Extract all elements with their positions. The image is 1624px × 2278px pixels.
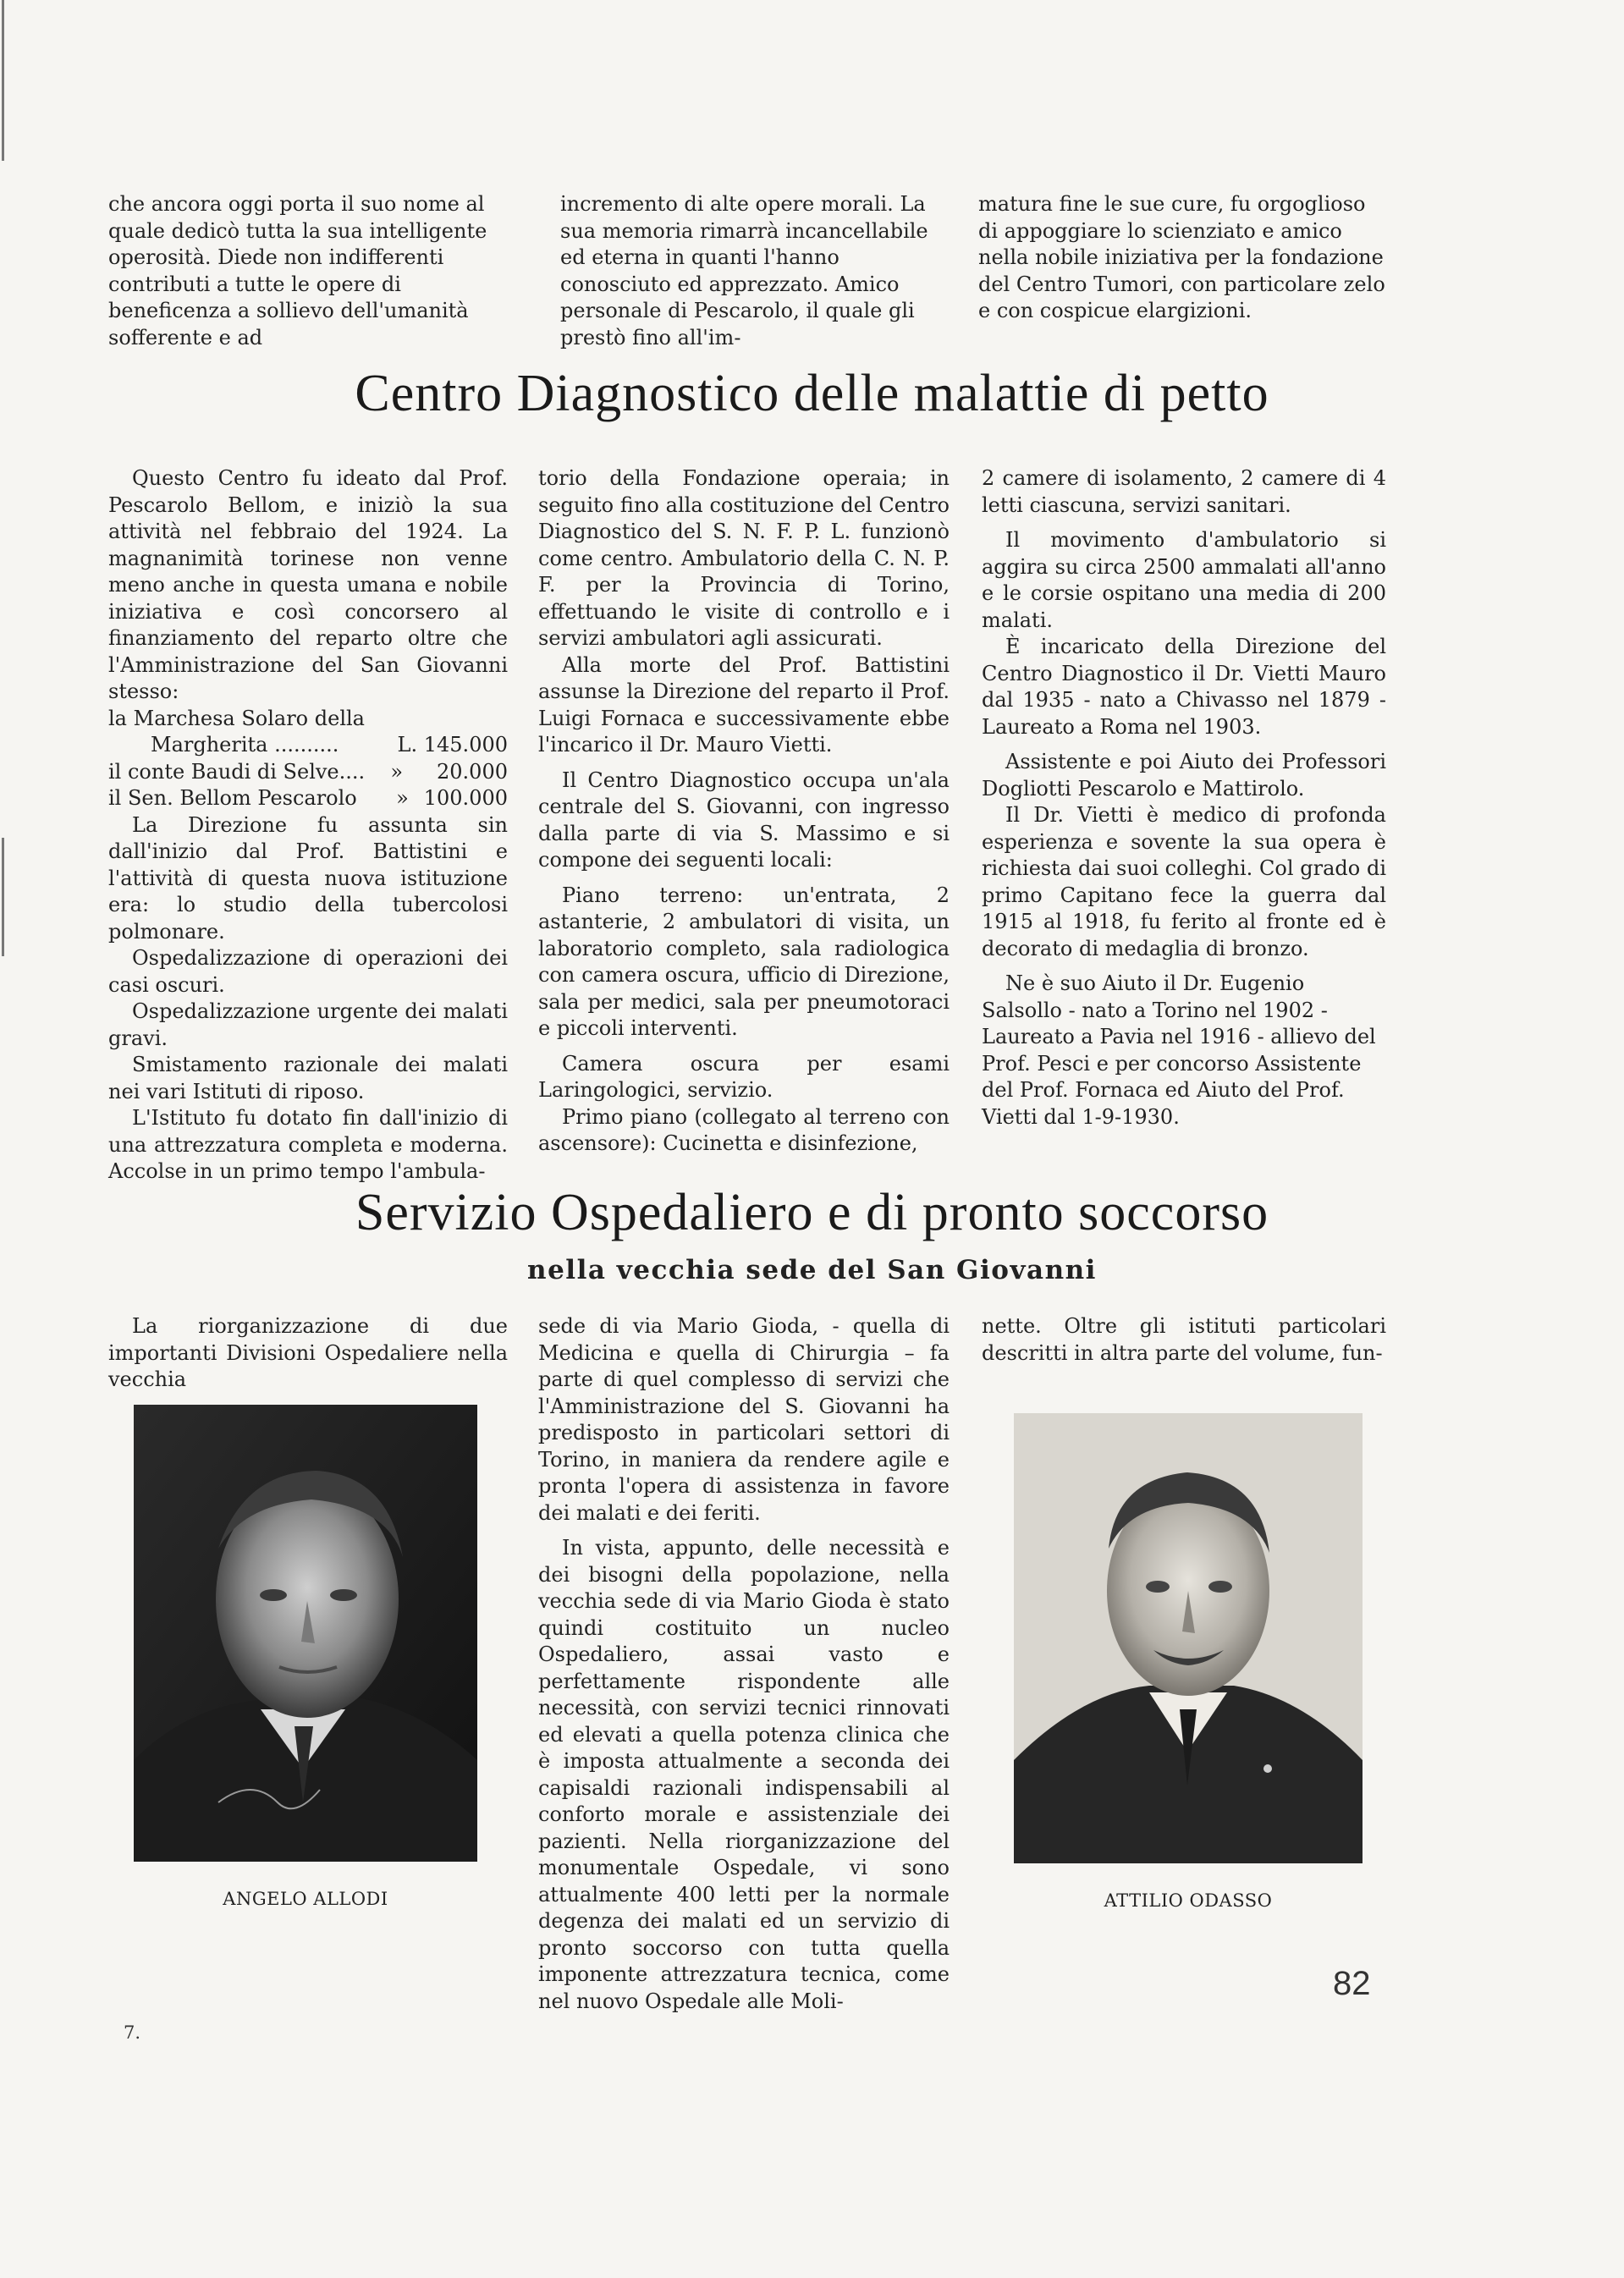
paragraph: Il movimento d'ambulatorio si aggira su circa 2500 ammalati all'anno e le corsie ospitano una media di 200 malati. xyxy=(982,528,1386,632)
section1-column-2 xyxy=(538,465,950,1158)
paragraph: 2 camere di isolamento, 2 camere di 4 letti ciascuna, servizi sanitari. xyxy=(982,466,1386,517)
paragraph: torio della Fondazione operaia; in seguito fino alla costituzione del Centro Diagnostico del S. N. F. P. L. funzionò come centro. Ambulatorio della C. N. P. F. per la Provincia di Torino, effettuando le visite di controllo e i servizi ambulatori agli assicurati. xyxy=(538,466,950,650)
photo-caption-right: ATTILIO ODASSO xyxy=(1104,1890,1273,1911)
paragraph: matura fine le sue cure, fu orgoglioso di appoggiare lo scienziato e amico nella nobile iniziativa per la fondazione del Centro Tumori, con particolare zelo e con cospicue elargizioni. xyxy=(978,192,1385,322)
section2-column-3 xyxy=(982,1313,1386,1367)
donor-name: la Marchesa Solaro della xyxy=(108,706,365,730)
donor-name: il Sen. Bellom Pescarolo xyxy=(108,786,357,810)
top-column-2 xyxy=(560,191,944,351)
paragraph: Smistamento razionale dei malati nei vari Istituti di riposo. xyxy=(108,1053,508,1103)
paragraph: Il Dr. Vietti è medico di profonda esperienza e sovente la sua opera è richiesta dai suoi colleghi. Col grado di primo Capitano fece la guerra dal 1915 al 1918, fu ferito al fronte ed è decorato di medaglia di bronzo. xyxy=(982,803,1386,960)
paragraph: Piano terreno: un'entrata, 2 astanterie, 2 ambulatori di visita, un laboratorio completo, sala radiologica con camera oscura, ufficio di Direzione, sala per medici, sala per pneumotoraci e piccoli interventi. xyxy=(538,883,950,1040)
top-column-3 xyxy=(978,191,1386,325)
paragraph: Il Centro Diagnostico occupa un'ala centrale del S. Giovanni, con ingresso dalla parte di via S. Massimo e si compone dei seguenti locali: xyxy=(538,768,950,872)
paragraph: incremento di alte opere morali. La sua memoria rimarrà incancellabile ed eterna in quanti l'hanno conosciuto ed apprezzato. Amico personale di Pescarolo, il quale gli prestò fino all'im- xyxy=(560,192,928,349)
section-title-servizio-ospedaliero: Servizio Ospedaliero e di pronto soccorso xyxy=(355,1184,1269,1241)
signature-mark: 7. xyxy=(124,2022,141,2043)
paragraph: Camera oscura per esami Laringologici, servizio. xyxy=(538,1051,950,1102)
section1-column-3 xyxy=(982,465,1386,1131)
paragraph: La riorganizzazione di due importanti Divisioni Ospedaliere nella vecchia xyxy=(108,1314,508,1391)
donor-name: il conte Baudi di Selve.... xyxy=(108,759,366,784)
paragraph: Primo piano (collegato al terreno con ascensore): Cucinetta e disinfezione, xyxy=(538,1104,950,1155)
top-column-1 xyxy=(108,191,508,351)
photo-caption-left: ANGELO ALLODI xyxy=(223,1889,388,1909)
paragraph: Ospedalizzazione di operazioni dei casi oscuri. xyxy=(108,946,508,997)
section2-column-1 xyxy=(108,1313,508,1394)
paragraph: In vista, appunto, delle necessità e dei bisogni della popolazione, nella vecchia sede di via Mario Gioda è stato quindi costituito un nucleo Ospedaliero, assai vasto e perfettamente rispondente alle necessità, con servizi tecnici rinnovati ed elevati a quella potenza clinica che è imposta attualmente a seconda dei capisaldi razionali indispensabili al conforto morale e assistenziale dei pazienti. Nella riorganizzazione del monumentale Ospedale, vi sono attualmente 400 letti per la normale degenza dei malati ed un servizio di pronto soccorso con tutta quella imponente attrezzatura tecnica, come nel nuovo Ospedale alle Moli- xyxy=(538,1536,950,2013)
paragraph: nette. Oltre gli istituti particolari descritti in altra parte del volume, fun- xyxy=(982,1314,1386,1365)
section-title-centro-diagnostico: Centro Diagnostico delle malattie di petto xyxy=(355,365,1269,422)
donor-currency: » xyxy=(390,759,404,784)
paragraph: La Direzione fu assunta sin dall'inizio dal Prof. Battistini e l'attività di questa nuova istituzione era: lo studio della tubercolosi polmonare. xyxy=(108,812,508,944)
donor-currency: » xyxy=(396,786,409,810)
donor-name-continued: Margherita .......... xyxy=(151,733,339,757)
donor-list xyxy=(108,706,508,812)
donor-amount: 145.000 xyxy=(423,733,508,757)
paragraph: sede di via Mario Gioda, - quella di Medicina e quella di Chirurgia – fa parte di quel complesso di servizi che l'Amministrazione del S. Giovanni ha predisposto in particolari settori di Torino, in maniera da rendere agile e pronta l'opera di assistenza in favore dei malati e dei feriti. xyxy=(538,1314,950,1525)
donor-entry xyxy=(108,706,508,759)
section1-column-1 xyxy=(108,465,508,1186)
donor-entry xyxy=(108,759,508,786)
paragraph: Alla morte del Prof. Battistini assunse la Direzione del reparto il Prof. Luigi Fornaca e successivamente ebbe l'incarico il Dr. Mauro Vietti. xyxy=(538,652,950,757)
paragraph: L'Istituto fu dotato fin dall'inizio di una attrezzatura completa e moderna. Accolse in un primo tempo l'ambula- xyxy=(108,1106,508,1183)
paragraph: Ne è suo Aiuto il Dr. Eugenio Salsollo - nato a Torino nel 1902 - Laureato a Pavia nel 1916 - allievo del Prof. Pesci e per concorso Assistente del Prof. Fornaca ed Aiuto del Prof. Vietti dal 1-9-1930. xyxy=(982,971,1376,1129)
paragraph: Assistente e poi Aiuto dei Professori Dogliotti Pescarolo e Mattirolo. xyxy=(982,750,1386,801)
portrait-photo-angelo-allodi xyxy=(134,1405,477,1862)
page-number: 82 xyxy=(1333,1965,1371,2002)
scan-edge-mark xyxy=(2,0,4,161)
donor-amount: 20.000 xyxy=(437,759,508,784)
paragraph: che ancora oggi porta il suo nome al quale dedicò tutta la sua intelligente operosità. Diede non indifferenti contributi a tutte le opere di beneficenza a sollievo dell'umanità sofferente e ad xyxy=(108,192,487,349)
donor-entry xyxy=(108,785,508,812)
portrait-photo-attilio-odasso xyxy=(1014,1413,1363,1863)
donor-amount: 100.000 xyxy=(423,786,508,810)
paragraph: Questo Centro fu ideato dal Prof. Pescarolo Bellom, e iniziò la sua attività nel febbraio del 1924. La magnanimità torinese non venne meno anche in questa umana e nobile iniziativa e così concorsero al finanziamento del reparto oltre che l'Amministrazione del San Giovanni stesso: xyxy=(108,466,508,703)
paragraph: Ospedalizzazione urgente dei malati gravi. xyxy=(108,999,508,1050)
scan-edge-mark xyxy=(2,838,4,956)
section-subtitle: nella vecchia sede del San Giovanni xyxy=(527,1255,1097,1285)
section2-column-2 xyxy=(538,1313,950,2015)
donor-currency: L. xyxy=(397,733,418,757)
paragraph: È incaricato della Direzione del Centro Diagnostico il Dr. Vietti Mauro dal 1935 - nato a Chivasso nel 1879 - Laureato a Roma nel 1903. xyxy=(982,635,1386,739)
